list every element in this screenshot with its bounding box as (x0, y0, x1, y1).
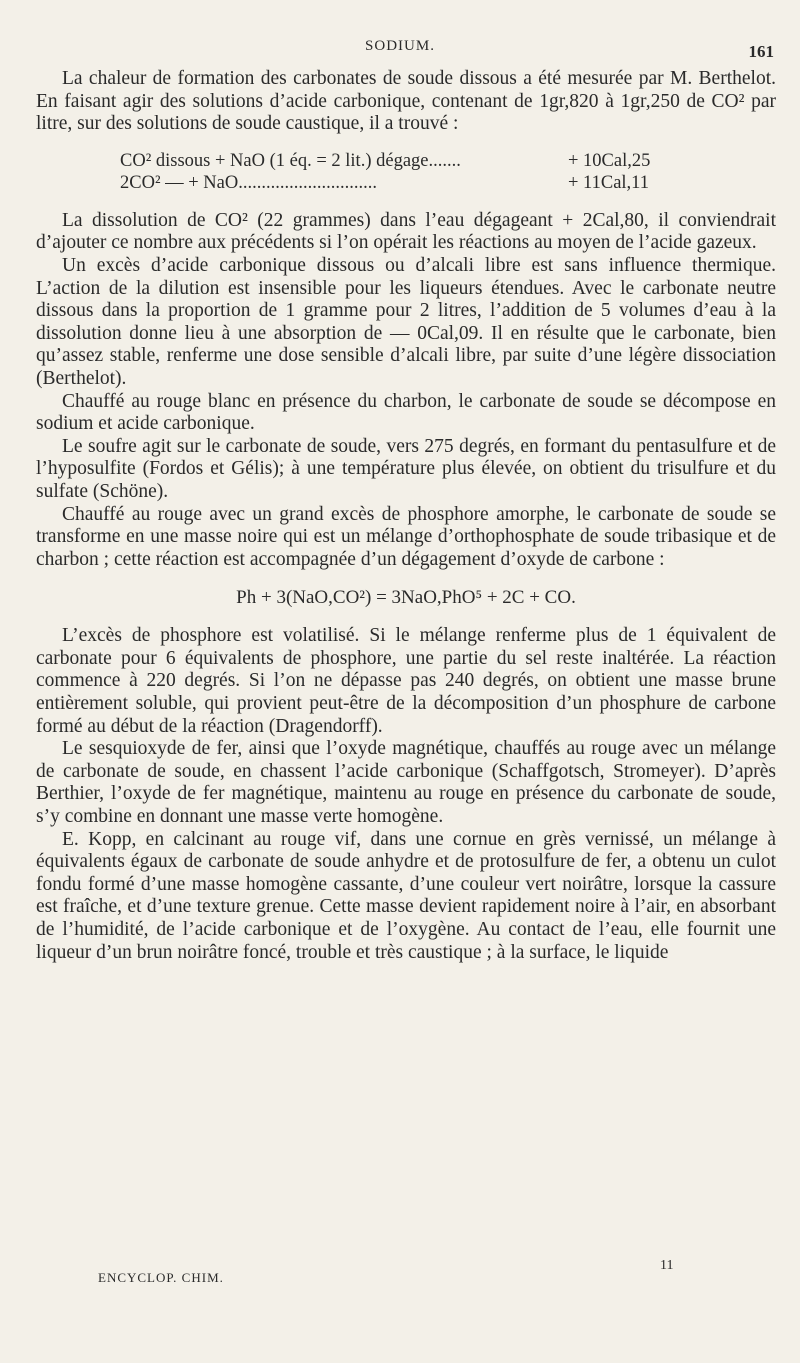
table-row (36, 172, 776, 194)
paragraph: La dissolution de CO² (22 grammes) dans l’eau dégageant + 2Cal,80, il conviendrait d’ajouter ce nombre aux précédents si l’on opérait les réactions au moyen de l’acide gazeux. (36, 209, 776, 254)
signature-mark: ENCYCLOP. CHIM. (98, 1270, 224, 1285)
paragraph: Chauffé au rouge blanc en présence du charbon, le carbonate de soude se décompose en sodium et acide carbonique. (36, 390, 776, 435)
reaction-label: CO² dissous + NaO (1 éq. = 2 lit.) dégage....... (120, 150, 461, 171)
reaction-label: 2CO² — + NaO.............................. (120, 172, 377, 193)
paragraph: Chauffé au rouge avec un grand excès de phosphore amorphe, le carbonate de soude se transforme en une masse noire qui est un mélange d’orthophosphate de soude tribasique et de charbon ; cette réaction est accompagnée d’un dégagement d’oxyde de carbone : (36, 503, 776, 570)
signature-number: 11 (660, 1258, 674, 1273)
heat-value: + 10Cal,25 (568, 150, 651, 171)
paragraph: Un excès d’acide carbonique dissous ou d’alcali libre est sans influence thermique. L’action de la dilution est insensible pour les liqueurs étendues. Avec le carbonate neutre dissous dans la proportion de 1 gramme pour 2 litres, l’addition de 5 volumes d’eau à la dissolution donne lieu à une absorption de — 0Cal,09. Il en résulte que le carbonate, bien qu’assez stable, renferme une dose sensible d’alcali libre, par suite d’une légère dissociation (Berthelot). (36, 254, 776, 389)
page-number: 161 (748, 42, 774, 61)
table-row (36, 150, 776, 172)
running-title: SODIUM. (365, 38, 435, 54)
page-body (36, 68, 776, 964)
paragraph: Le soufre agit sur le carbonate de soude, vers 275 degrés, en formant du pentasulfure et de l’hyposulfite (Fordos et Gélis); à une température plus élevée, on obtient du trisulfure et du sulfate (Schöne). (36, 435, 776, 502)
paragraph: Le sesquioxyde de fer, ainsi que l’oxyde magnétique, chauffés au rouge avec un mélange de carbonate de soude, en chassent l’acide carbonique (Schaffgotsch, Stromeyer). D’après Berthier, l’oxyde de fer magnétique, maintenu au rouge en présence du carbonate de soude, s’y combine en donnant une masse verte homogène. (36, 738, 776, 828)
paragraph: La chaleur de formation des carbonates de soude dissous a été mesurée par M. Berthelot. En faisant agir des solutions d’acide carbonique, contenant de 1gr,820 à 1gr,250 de CO² par litre, sur des solutions de soude caustique, il a trouvé : (36, 68, 776, 135)
heat-value: + 11Cal,11 (568, 172, 650, 193)
paragraph: E. Kopp, en calcinant au rouge vif, dans une cornue en grès vernissé, un mélange à équivalents égaux de carbonate de soude anhydre et de protosulfure de fer, a obtenu un culot fondu formé d’une masse homogène cassante, d’une couleur vert noirâtre, lorsque la cassure est fraîche, et d’une texture grenue. Cette masse devient rapidement noire à l’air, en absorbant de l’humidité, de l’acide carbonique et de l’oxygène. Au contact de l’eau, elle fournit une liqueur d’un brun noirâtre foncé, trouble et très caustique ; à la surface, le liquide (36, 828, 776, 963)
page-footer (0, 1258, 800, 1298)
thermochemistry-table (36, 150, 776, 194)
paragraph: L’excès de phosphore est volatilisé. Si le mélange renferme plus de 1 équivalent de carbonate pour 6 équivalents de phosphore, une partie du sel reste inaltérée. La réaction commence à 220 degrés. Si l’on ne dépasse pas 240 degrés, on obtient une masse brune entièrement soluble, qui provient peut-être de la décomposition d’un phosphure de carbone formé au début de la réaction (Dragendorff). (36, 625, 776, 737)
page-header (0, 34, 800, 64)
chemical-equation: Ph + 3(NaO,CO²) = 3NaO,PhO⁵ + 2C + CO. (236, 587, 576, 609)
